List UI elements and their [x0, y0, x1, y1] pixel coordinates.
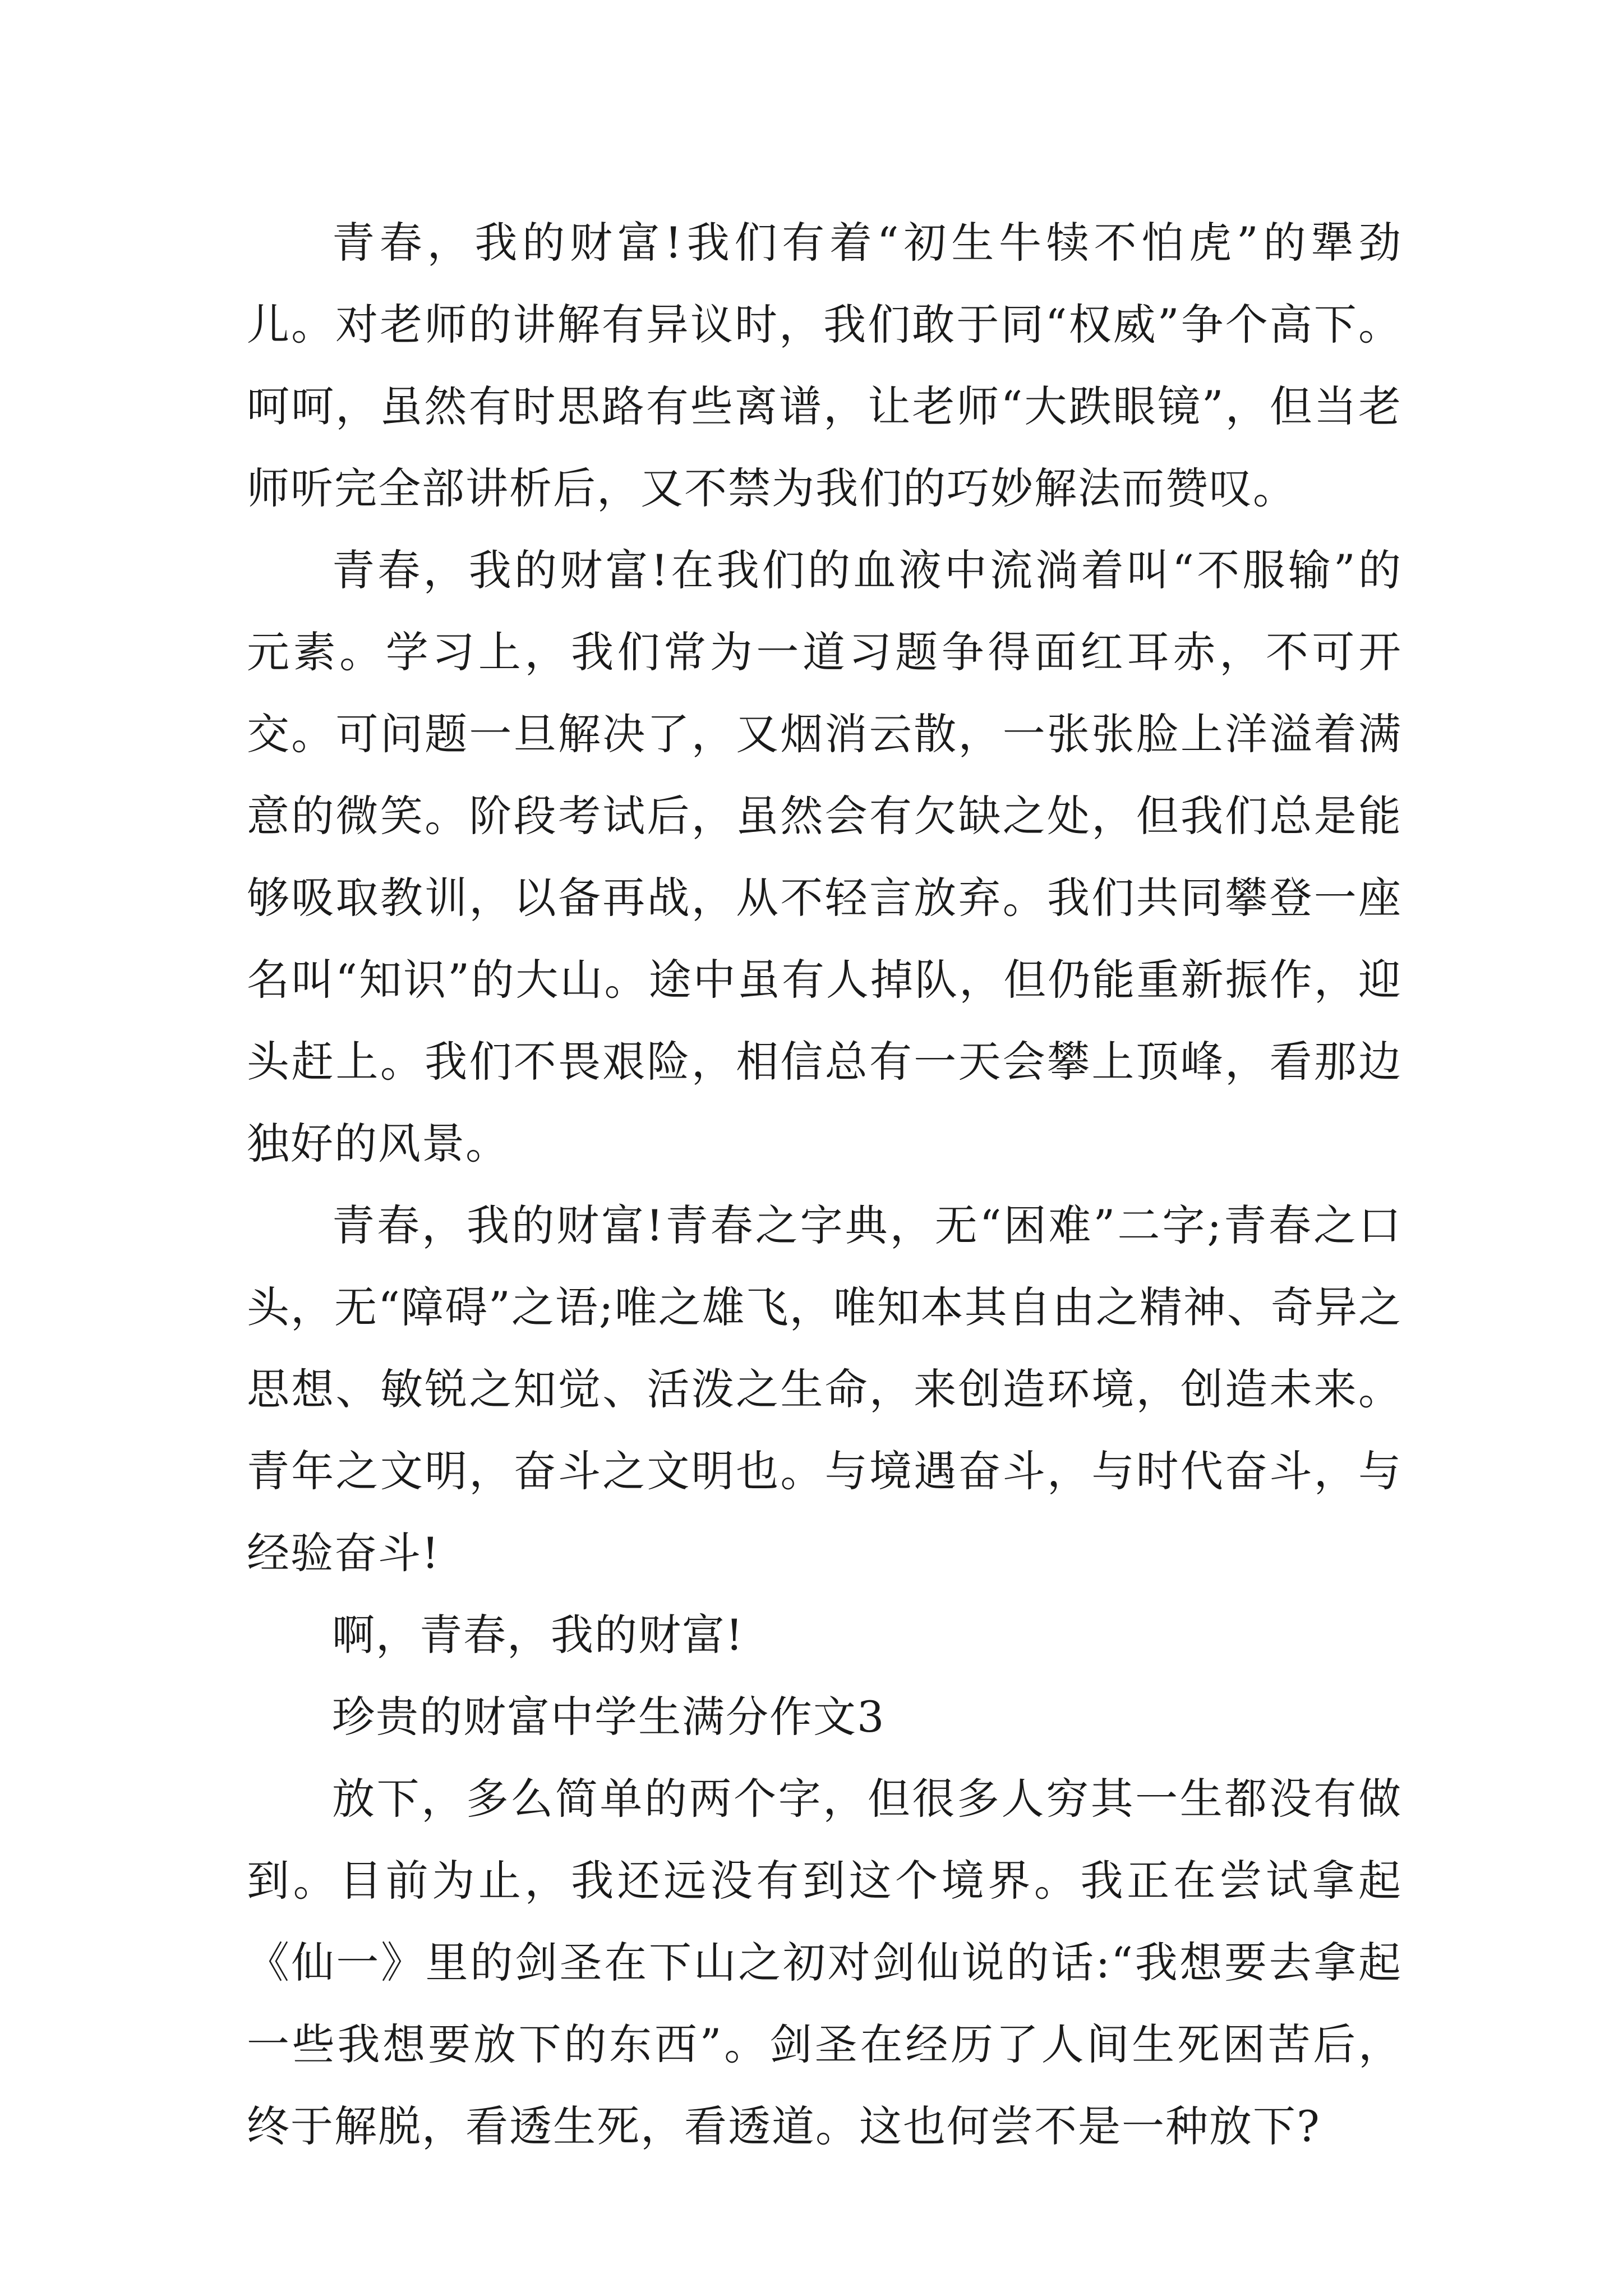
- paragraph-youth-courage: 青春，我的财富!我们有着“初生牛犊不怕虎”的犟劲儿。对老师的讲解有异议时，我们敢于同“权威”争个高下。呵呵，虽然有时思路有些离谱，让老师“大跌眼镜”，但当老师听完全部讲析后，又不禁为我们的巧妙解法而赞叹。: [247, 218, 1402, 513]
- paragraph-youth-perseverance: 青春，我的财富!在我们的血液中流淌着叫“不服输”的元素。学习上，我们常为一道习题争得面红耳赤，不可开交。可问题一旦解决了，又烟消云散，一张张脸上洋溢着满意的微笑。阶段考试后，虽然会有欠缺之处，但我们总是能够吸取教训，以备再战，从不轻言放弃。我们共同攀登一座名叫“知识”的大山。途中虽有人掉队，但仍能重新振作，迎头赶上。我们不畏艰险，相信总有一天会攀上顶峰，看那边独好的风景。: [247, 545, 1402, 1168]
- paragraph-youth-dictionary: 青春，我的财富!青春之字典，无“困难”二字;青春之口头，无“障碍”之语;唯之雄飞，唯知本其自由之精神、奇异之思想、敏锐之知觉、活泼之生命，来创造环境，创造未来。青年之文明，奋斗之文明也。与境遇奋斗，与时代奋斗，与经验奋斗!: [247, 1200, 1402, 1578]
- paragraph-youth-exclamation: 啊，青春，我的财富!: [332, 1610, 744, 1660]
- essay-section-title: 珍贵的财富中学生满分作文3: [332, 1692, 886, 1742]
- paragraph-letting-go: 放下，多么简单的两个字，但很多人穷其一生都没有做到。目前为止，我还远没有到这个境界。我正在尝试拿起《仙一》里的剑圣在下山之初对剑仙说的话:“我想要去拿起一些我想要放下的东西”。剑圣在经历了人间生死困苦后，终于解脱，看透生死，看透道。这也何尝不是一种放下?: [247, 1774, 1402, 2151]
- essay-body: [247, 202, 1402, 2168]
